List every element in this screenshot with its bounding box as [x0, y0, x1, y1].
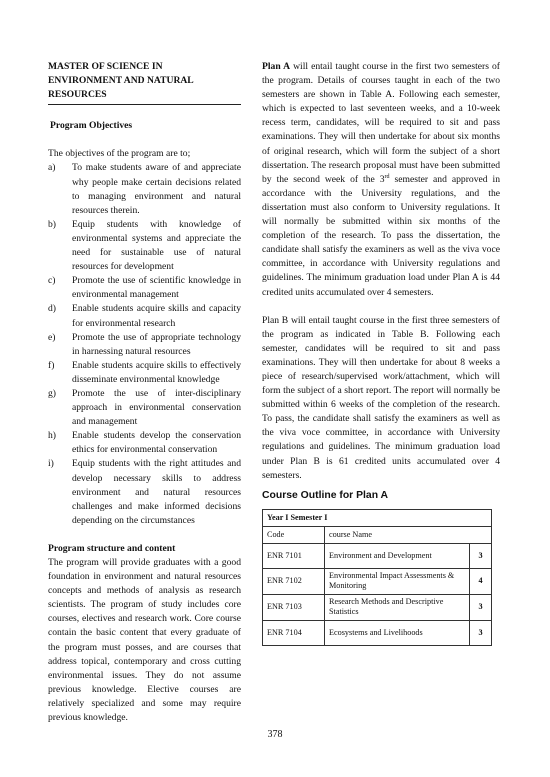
structure-title: Program structure and content: [48, 542, 176, 554]
heading-line: ENVIRONMENT AND NATURAL: [48, 75, 194, 87]
page-number: 378: [267, 729, 283, 740]
objective-item: e) Promote the use of appropriate technology in harnessing natural resources: [48, 331, 241, 357]
ordinal-suffix: rd: [384, 173, 390, 180]
year-semester-header: Year I Semester I: [263, 509, 492, 526]
objective-item: f) Enable students acquire skills to effectively disseminate environmental knowledge: [48, 359, 241, 385]
objective-item: d) Enable students acquire skills and capacity for environmental research: [48, 303, 241, 329]
objective-item: i) Equip students with the right attitudes and develop necessary skills to address environment and natural resources challenges and make informed decisions depending on the circumstances: [48, 458, 241, 526]
left-column: [48, 60, 241, 725]
table-row: ENR 7101 Environment and Development 3: [263, 543, 492, 568]
course-table: [262, 509, 492, 646]
objective-item: g) Promote the use of inter-disciplinary approach in environmental conservation and management: [48, 387, 241, 428]
heading-line: RESOURCES: [48, 89, 107, 101]
table-row: ENR 7104 Ecosystems and Livelihoods 3: [263, 620, 492, 645]
code-header: Code: [263, 526, 325, 543]
table-row: ENR 7102 Environmental Impact Assessments & Monitoring 4: [263, 568, 492, 594]
plan-a-text-cont: semester and approved in accordance with the University regulations, and the dissertation must also conform to University regulations. It will normally be submitted within six months of the completion of the research. To pass the dissertation, the candidate shall satisfy the examiners as well as the viva voce committee, in accordance with University regulations and guidelines. The minimum graduation load under Plan A is 44 credited units accumulated over 4 semesters.: [262, 173, 500, 298]
objectives-intro: The objectives of the program are to;: [48, 148, 191, 160]
table-header-row: [263, 526, 492, 543]
objectives-list: [48, 161, 241, 527]
objective-item: c) Promote the use of scientific knowledge in environmental management: [48, 275, 241, 301]
structure-text: The program will provide graduates with a good foundation in environment and natural resources concepts and methods of analysis as research scientists. The program of study includes core courses, electives and research work. Core course contain the basic content that every graduate of the program must posses, and are courses that address topical, contemporary and cross cutting environmental issues. They do not assume previous knowledge. Elective courses are relatively specialized and some may require previous knowledge.: [48, 557, 241, 724]
course-outline-title: Course Outline for Plan A: [262, 489, 389, 501]
program-heading: [48, 60, 241, 105]
objective-item: a) To make students aware of and appreciate why people make certain decisions related to managing environment and natural resources therein.: [48, 162, 241, 216]
plan-a-label: Plan A: [262, 61, 291, 72]
objectives-title: Program Objectives: [50, 120, 133, 132]
name-header: course Name: [325, 526, 492, 543]
objective-item: b) Equip students with knowledge of environmental systems and appreciate the need for sustainable use of natural resources for development: [48, 218, 241, 273]
objective-item: h) Enable students develop the conservation ethics for environmental conservation: [48, 430, 241, 456]
plan-a-paragraph: [262, 60, 500, 300]
plan-b-paragraph: Plan B will entail taught course in the first three semesters of the program as indicated in Table B. Following each semester, candidates will be required to sit and pass examinations. They will then undertake for about 8 weeks a piece of research/supervised work/attachment, which will form the subject of a short report. The report will normally be submitted within 6 weeks of the completion of the research. To pass, the candidate shall satisfy the examiners as well as the viva voce committee, in accordance with University regulations and guidelines. The minimum graduation load under Plan B is 61 credited units accumulated over 4 semesters.: [262, 314, 500, 481]
right-column: [262, 60, 500, 646]
plan-a-text: will entail taught course in the first two semesters of the program. Details of courses taught in each of the two semesters are shown in Table A. Following each semester, which is expected to last seventeen weeks, and a 10-week recess term, candidates, will be required to sit and pass examinations. They will then undertake for about six months of original research, which will form the subject of a short dissertation. The research proposal must have been submitted by the second week of the 3: [262, 61, 500, 185]
heading-line: MASTER OF SCIENCE IN: [48, 61, 163, 72]
table-row: ENR 7103 Research Methods and Descriptive Statistics 3: [263, 594, 492, 620]
